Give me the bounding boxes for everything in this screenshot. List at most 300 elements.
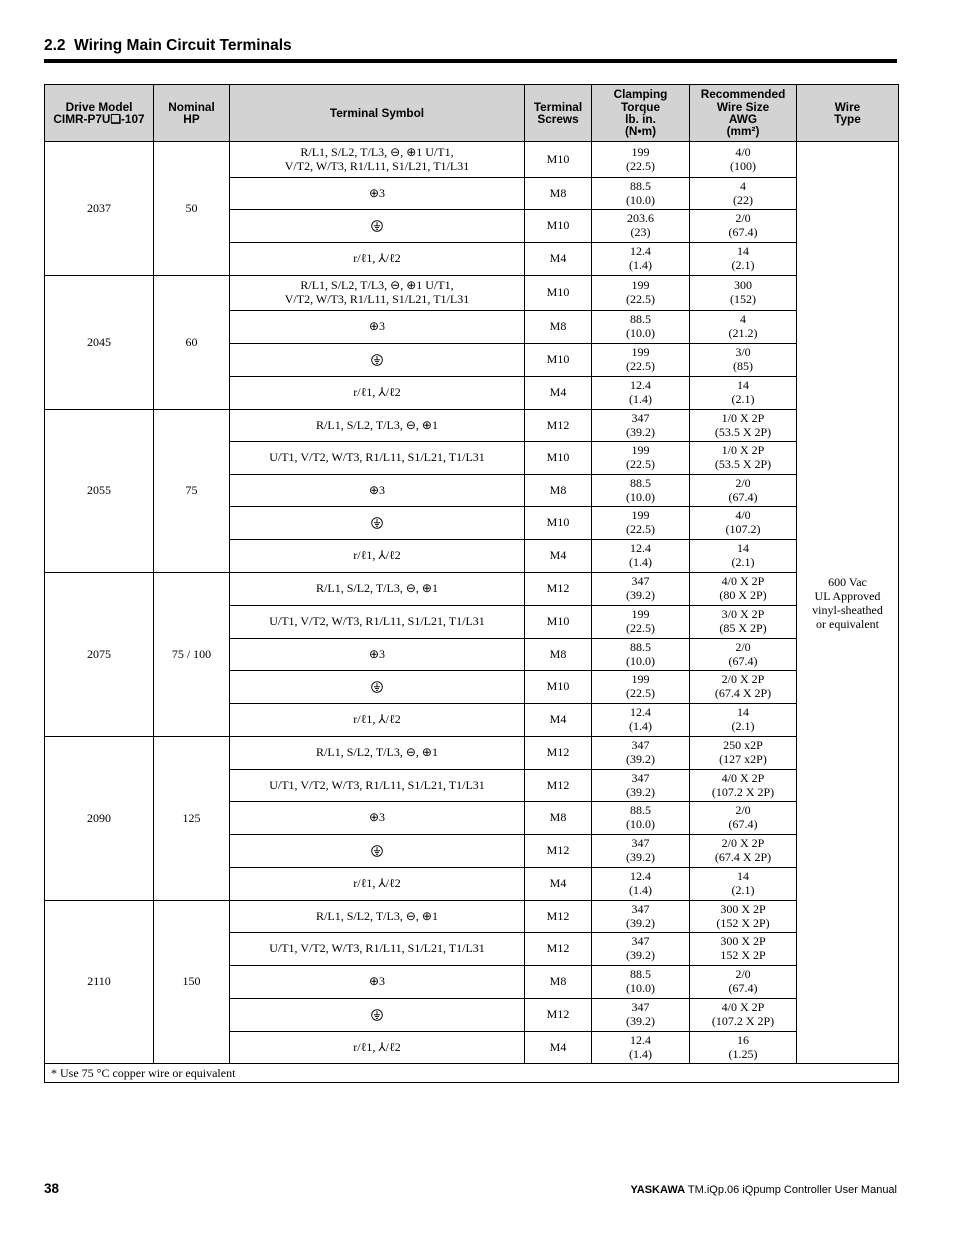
header-line: Torque — [620, 99, 661, 114]
clamping-torque-cell — [592, 802, 690, 835]
clamping-torque-value: 12.4 — [630, 541, 651, 556]
clamping-torque-value: 203.6 — [627, 211, 654, 226]
header-line: CIMR-P7U❑-107 — [53, 112, 145, 126]
ground-terminal-icon — [371, 354, 383, 366]
terminal-symbol-cell — [230, 835, 525, 868]
wire-size-value: 4 — [740, 312, 746, 327]
wire-size-value: 2/0 — [735, 211, 751, 226]
terminal-symbol-cell — [230, 507, 525, 540]
clamping-torque-value: (1.4) — [629, 258, 652, 272]
wire-size-cell — [690, 868, 797, 901]
terminal-symbol: R/L1, S/L2, T/L3, ⊖, ⊕1 U/T1, — [300, 144, 454, 159]
clamping-torque-value: (1.4) — [629, 1046, 652, 1061]
clamping-torque-cell — [592, 737, 690, 770]
wire-type-line: UL Approved — [814, 588, 881, 603]
clamping-torque-value: (22.5) — [626, 621, 655, 635]
terminal-screw-cell: M10 — [525, 606, 592, 639]
page-number: 38 — [44, 1181, 60, 1196]
wire-type-cell — [797, 142, 899, 1064]
clamping-torque-value: (22.5) — [626, 292, 655, 306]
clamping-torque-cell — [592, 344, 690, 377]
clamping-torque-cell — [592, 540, 690, 573]
terminal-symbol: R/L1, S/L2, T/L3, ⊖, ⊕1 — [316, 745, 438, 760]
terminal-symbol-cell — [230, 671, 525, 704]
clamping-torque-value: (22.5) — [626, 522, 655, 536]
terminal-symbol: U/T1, V/T2, W/T3, R1/L11, S1/L21, T1/L31 — [269, 450, 485, 465]
wire-size-value: (67.4) — [728, 653, 758, 668]
terminal-screw-cell: M10 — [525, 671, 592, 704]
clamping-torque-cell — [592, 639, 690, 671]
clamping-torque-value: 347 — [631, 901, 650, 916]
terminal-symbol-cell — [230, 737, 525, 770]
drive-model-cell: 2075 — [45, 573, 154, 737]
terminal-screw-cell: M4 — [525, 377, 592, 410]
header-line: Terminal Symbol — [329, 105, 425, 120]
clamping-torque-value: 88.5 — [630, 312, 651, 327]
clamping-torque-value: 347 — [631, 934, 650, 949]
header-row — [45, 85, 899, 142]
wire-size-value: (67.4 X 2P) — [714, 686, 772, 700]
terminal-screw-cell: M8 — [525, 639, 592, 671]
clamping-torque-cell — [592, 770, 690, 802]
clamping-torque-value: 88.5 — [630, 475, 651, 490]
clamping-torque-value: (22.5) — [626, 359, 655, 373]
clamping-torque-cell — [592, 573, 690, 606]
wire-size-cell — [690, 835, 797, 868]
clamping-torque-value: (23) — [630, 225, 651, 239]
terminal-symbol: ⊕3 — [368, 319, 386, 334]
clamping-torque-cell — [592, 1032, 690, 1064]
clamping-torque-value: 199 — [631, 278, 650, 293]
terminal-symbol-cell — [230, 540, 525, 573]
clamping-torque-value: (39.2) — [626, 784, 655, 799]
wire-size-value: 250 x2P — [723, 738, 763, 753]
wire-size-cell — [690, 410, 797, 442]
nominal-hp-cell: 75 — [154, 410, 230, 573]
terminal-screw-cell: M12 — [525, 933, 592, 966]
clamping-torque-value: (22.5) — [626, 686, 655, 700]
clamping-torque-value: (10.0) — [626, 489, 655, 504]
ground-terminal-icon — [371, 517, 383, 529]
terminal-screw-cell: M10 — [525, 344, 592, 377]
wire-size-value: 4 — [740, 178, 746, 193]
terminal-screw-cell: M12 — [525, 835, 592, 868]
terminal-symbol: V/T2, W/T3, R1/L11, S1/L21, T1/L31 — [284, 158, 470, 173]
terminal-symbol-cell — [230, 868, 525, 901]
wire-size-value: 2/0 — [735, 967, 751, 982]
clamping-torque-value: 347 — [631, 1000, 650, 1015]
terminal-symbol: r/ℓ1, ⅄/ℓ2 — [353, 876, 401, 891]
wire-size-cell — [690, 540, 797, 573]
terminal-screw-cell: M4 — [525, 540, 592, 573]
wire-size-cell — [690, 573, 797, 606]
clamping-torque-value: 199 — [631, 672, 650, 687]
terminal-screw-cell: M8 — [525, 966, 592, 999]
clamping-torque-value: (10.0) — [626, 326, 655, 340]
nominal-hp-cell: 75 / 100 — [154, 573, 230, 737]
terminal-symbol-cell — [230, 573, 525, 606]
manual-title: TM.iQp.06 iQpump Controller User Manual — [687, 1184, 897, 1196]
wire-size-cell — [690, 639, 797, 671]
wire-size-value: 2/0 — [735, 475, 751, 490]
clamping-torque-value: (39.2) — [626, 424, 655, 439]
terminal-symbol-cell — [230, 606, 525, 639]
table-row — [45, 410, 899, 442]
clamping-torque-value: (1.4) — [629, 555, 652, 569]
table-footnote-section — [45, 1064, 899, 1083]
clamping-torque-value: (10.0) — [626, 981, 655, 995]
wire-size-cell — [690, 770, 797, 802]
terminal-screw-cell: M12 — [525, 999, 592, 1032]
header-line: Nominal — [168, 99, 215, 114]
wire-size-value: 2/0 — [735, 639, 751, 654]
clamping-torque-cell — [592, 507, 690, 540]
nominal-hp-cell: 150 — [154, 901, 230, 1064]
header-line: lb. in. — [625, 112, 656, 126]
header-line: Wire — [834, 99, 861, 114]
clamping-torque-value: 199 — [631, 443, 650, 458]
nominal-hp-cell: 50 — [154, 142, 230, 276]
clamping-torque-cell — [592, 901, 690, 933]
clamping-torque-cell — [592, 410, 690, 442]
terminal-screw-cell: M12 — [525, 573, 592, 606]
clamping-torque-cell — [592, 377, 690, 410]
wire-size-value: (2.1) — [731, 392, 755, 406]
terminal-symbol: U/T1, V/T2, W/T3, R1/L11, S1/L21, T1/L31 — [269, 614, 485, 629]
terminal-symbol: R/L1, S/L2, T/L3, ⊖, ⊕1 — [316, 908, 438, 923]
wire-size-value: (107.2 X 2P) — [711, 1014, 775, 1028]
terminal-symbol-cell — [230, 933, 525, 966]
clamping-torque-value: (39.2) — [626, 752, 655, 766]
header-line: (N•m) — [625, 124, 656, 139]
terminal-symbol: U/T1, V/T2, W/T3, R1/L11, S1/L21, T1/L31 — [269, 941, 485, 956]
terminal-screw-cell: M4 — [525, 1032, 592, 1064]
clamping-torque-cell — [592, 835, 690, 868]
clamping-torque-cell — [592, 671, 690, 704]
wire-size-cell — [690, 901, 797, 933]
terminal-symbol-cell — [230, 802, 525, 835]
wire-size-cell — [690, 999, 797, 1032]
wire-size-value: (107.2) — [725, 522, 761, 536]
terminal-symbol: U/T1, V/T2, W/T3, R1/L11, S1/L21, T1/L31 — [269, 777, 485, 792]
terminal-symbol: ⊕3 — [368, 482, 386, 497]
wire-size-value: 14 — [737, 541, 749, 556]
terminal-symbol: R/L1, S/L2, T/L3, ⊖, ⊕1 — [316, 581, 438, 596]
clamping-torque-value: 199 — [631, 607, 650, 622]
clamping-torque-value: 199 — [631, 345, 650, 360]
terminal-symbol-cell — [230, 276, 525, 311]
clamping-torque-cell — [592, 966, 690, 999]
wire-size-value: (152) — [730, 292, 756, 306]
table-row — [45, 142, 899, 178]
wire-size-value: 2/0 — [735, 803, 751, 818]
header-line: Drive Model — [65, 99, 133, 114]
header-line: Screws — [537, 112, 579, 126]
header-terminal-screws — [525, 85, 592, 142]
header-drive-model — [45, 85, 154, 142]
wire-size-value: (85 X 2P) — [719, 621, 767, 635]
ground-terminal-icon — [371, 845, 383, 857]
manual-reference — [630, 1183, 897, 1197]
clamping-torque-value: 12.4 — [630, 378, 651, 393]
terminal-screw-cell: M8 — [525, 311, 592, 344]
nominal-hp-cell: 60 — [154, 276, 230, 410]
clamping-torque-cell — [592, 442, 690, 475]
wire-size-value: 16 — [737, 1032, 749, 1047]
terminal-screw-cell: M10 — [525, 210, 592, 243]
terminal-symbol-cell — [230, 410, 525, 442]
wire-size-cell — [690, 737, 797, 770]
clamping-torque-value: 12.4 — [630, 1032, 651, 1047]
clamping-torque-value: (22.5) — [626, 457, 655, 471]
clamping-torque-cell — [592, 704, 690, 737]
clamping-torque-value: (10.0) — [626, 653, 655, 668]
wire-size-value: 14 — [737, 244, 749, 259]
terminal-symbol-cell — [230, 442, 525, 475]
wire-size-cell — [690, 606, 797, 639]
clamping-torque-value: (10.0) — [626, 192, 655, 207]
wire-size-value: (1.25) — [728, 1046, 758, 1061]
brand-name: YASKAWA — [630, 1184, 686, 1196]
wire-size-value: (2.1) — [731, 258, 755, 272]
drive-model-cell: 2055 — [45, 410, 154, 573]
wire-size-value: 152 X 2P — [720, 948, 766, 962]
header-clamping-torque — [592, 85, 690, 142]
wire-size-cell — [690, 966, 797, 999]
clamping-torque-value: (10.0) — [626, 817, 655, 831]
terminal-symbol: r/ℓ1, ⅄/ℓ2 — [353, 1039, 401, 1054]
header-line: Recommended — [700, 87, 786, 102]
wire-size-value: (80 X 2P) — [719, 588, 767, 602]
clamping-torque-cell — [592, 178, 690, 210]
clamping-torque-cell — [592, 475, 690, 507]
ground-terminal-icon — [371, 1009, 383, 1021]
wire-size-cell — [690, 1032, 797, 1064]
wire-type-line: 600 Vac — [828, 574, 867, 589]
terminal-symbol-cell — [230, 377, 525, 410]
terminal-symbol-cell — [230, 178, 525, 210]
wire-size-value: (67.4) — [728, 489, 758, 504]
wire-size-value: 300 X 2P — [720, 901, 766, 916]
ground-terminal-icon — [371, 220, 383, 232]
wire-size-value: 14 — [737, 705, 749, 720]
wire-size-value: (2.1) — [731, 719, 755, 733]
wire-size-value: (100) — [730, 158, 756, 173]
wire-size-value: 4/0 X 2P — [721, 770, 765, 785]
wire-type-line: or equivalent — [816, 616, 879, 631]
terminal-symbol-cell — [230, 475, 525, 507]
terminal-symbol-cell — [230, 966, 525, 999]
table-row — [45, 737, 899, 770]
wire-size-value: (21.2) — [728, 326, 758, 340]
clamping-torque-cell — [592, 142, 690, 178]
terminal-symbol-cell — [230, 344, 525, 377]
table-row — [45, 901, 899, 933]
terminal-screw-cell: M10 — [525, 142, 592, 178]
terminal-symbol: ⊕3 — [368, 810, 386, 825]
clamping-torque-cell — [592, 210, 690, 243]
clamping-torque-cell — [592, 243, 690, 276]
drive-model-cell: 2090 — [45, 737, 154, 901]
terminal-symbol: ⊕3 — [368, 185, 386, 200]
drive-model-cell: 2037 — [45, 142, 154, 276]
header-line: AWG — [728, 112, 758, 126]
wire-size-cell — [690, 276, 797, 311]
footnote-row — [45, 1064, 899, 1083]
wire-size-value: 4/0 — [735, 508, 751, 523]
wire-size-value: (53.5 X 2P) — [714, 457, 772, 471]
clamping-torque-cell — [592, 868, 690, 901]
wire-size-value: (85) — [733, 359, 753, 373]
wire-size-cell — [690, 178, 797, 210]
wire-size-value: (2.1) — [731, 555, 755, 569]
clamping-torque-value: 347 — [631, 738, 650, 753]
terminal-symbol-cell — [230, 999, 525, 1032]
section-title: 2.2 Wiring Main Circuit Terminals — [44, 37, 292, 54]
clamping-torque-value: (1.4) — [629, 883, 652, 897]
terminal-symbol-cell — [230, 770, 525, 802]
wire-size-value: (53.5 X 2P) — [714, 424, 772, 439]
wire-size-value: 4/0 X 2P — [721, 1000, 765, 1015]
clamping-torque-value: (39.2) — [626, 1014, 655, 1028]
terminal-screw-cell: M4 — [525, 868, 592, 901]
clamping-torque-value: 12.4 — [630, 705, 651, 720]
header-line: HP — [183, 112, 200, 126]
wire-size-value: 14 — [737, 378, 749, 393]
header-line: Type — [834, 112, 861, 126]
drive-model-cell: 2110 — [45, 901, 154, 1064]
terminal-symbol-cell — [230, 243, 525, 276]
wire-size-value: 2/0 X 2P — [721, 672, 765, 687]
terminal-symbol-cell — [230, 1032, 525, 1064]
wiring-table — [44, 84, 899, 1083]
wire-size-value: (107.2 X 2P) — [711, 784, 775, 799]
clamping-torque-value: 88.5 — [630, 967, 651, 982]
clamping-torque-cell — [592, 311, 690, 344]
clamping-torque-value: 347 — [631, 770, 650, 785]
header-line: Terminal — [533, 99, 583, 114]
terminal-screw-cell: M4 — [525, 243, 592, 276]
header-terminal-symbol — [230, 85, 525, 142]
terminal-screw-cell: M12 — [525, 410, 592, 442]
clamping-torque-value: 12.4 — [630, 244, 651, 259]
wire-size-cell — [690, 802, 797, 835]
clamping-torque-value: (39.2) — [626, 588, 655, 602]
terminal-screw-cell: M12 — [525, 737, 592, 770]
clamping-torque-cell — [592, 999, 690, 1032]
clamping-torque-value: (39.2) — [626, 850, 655, 864]
wire-size-value: (67.4) — [728, 225, 758, 239]
clamping-torque-value: 88.5 — [630, 803, 651, 818]
header-wire-size — [690, 85, 797, 142]
clamping-torque-value: 347 — [631, 410, 650, 425]
wire-size-value: 4/0 X 2P — [721, 574, 765, 589]
clamping-torque-value: (1.4) — [629, 392, 652, 406]
clamping-torque-cell — [592, 606, 690, 639]
terminal-symbol: r/ℓ1, ⅄/ℓ2 — [353, 712, 401, 727]
wire-size-value: 300 — [734, 278, 752, 293]
clamping-torque-cell — [592, 933, 690, 966]
wire-size-value: 2/0 X 2P — [721, 836, 765, 851]
terminal-screw-cell: M10 — [525, 442, 592, 475]
wire-size-cell — [690, 704, 797, 737]
terminal-screw-cell: M12 — [525, 770, 592, 802]
terminal-symbol-cell — [230, 210, 525, 243]
wire-size-cell — [690, 933, 797, 966]
clamping-torque-cell — [592, 276, 690, 311]
terminal-symbol: R/L1, S/L2, T/L3, ⊖, ⊕1 U/T1, — [300, 278, 454, 293]
clamping-torque-value: (1.4) — [629, 719, 652, 733]
wire-size-cell — [690, 377, 797, 410]
clamping-torque-value: (39.2) — [626, 915, 655, 930]
wire-size-cell — [690, 442, 797, 475]
terminal-symbol: V/T2, W/T3, R1/L11, S1/L21, T1/L31 — [284, 292, 470, 306]
terminal-screw-cell: M4 — [525, 704, 592, 737]
ground-terminal-icon — [371, 681, 383, 693]
clamping-torque-value: (39.2) — [626, 948, 655, 962]
terminal-symbol-cell — [230, 704, 525, 737]
terminal-symbol: r/ℓ1, ⅄/ℓ2 — [353, 385, 401, 400]
wire-type-line: vinyl-sheathed — [812, 602, 883, 617]
terminal-screw-cell: M8 — [525, 178, 592, 210]
terminal-screw-cell: M8 — [525, 802, 592, 835]
wire-size-cell — [690, 671, 797, 704]
wire-size-value: 4/0 — [735, 144, 751, 159]
table-row — [45, 573, 899, 606]
wire-size-value: (67.4) — [728, 817, 758, 831]
terminal-symbol-cell — [230, 142, 525, 178]
wire-size-cell — [690, 243, 797, 276]
terminal-symbol: r/ℓ1, ⅄/ℓ2 — [353, 251, 401, 266]
wire-size-value: (67.4) — [728, 981, 758, 995]
title-rule — [44, 59, 897, 63]
terminal-symbol: R/L1, S/L2, T/L3, ⊖, ⊕1 — [316, 417, 438, 432]
terminal-symbol: ⊕3 — [368, 974, 386, 989]
terminal-screw-cell: M10 — [525, 276, 592, 311]
wire-size-cell — [690, 142, 797, 178]
terminal-symbol: ⊕3 — [368, 646, 386, 661]
wire-size-cell — [690, 507, 797, 540]
wire-size-value: 3/0 X 2P — [721, 607, 765, 622]
clamping-torque-value: 12.4 — [630, 869, 651, 884]
terminal-screw-cell: M8 — [525, 475, 592, 507]
clamping-torque-value: 88.5 — [630, 178, 651, 193]
terminal-screw-cell: M12 — [525, 901, 592, 933]
wire-size-cell — [690, 210, 797, 243]
header-line: (mm²) — [726, 124, 760, 139]
clamping-torque-value: 347 — [631, 836, 650, 851]
nominal-hp-cell: 125 — [154, 737, 230, 901]
terminal-symbol-cell — [230, 901, 525, 933]
footnote: * Use 75 °C copper wire or equivalent — [45, 1064, 899, 1083]
header-line: Clamping — [613, 87, 668, 102]
drive-model-cell: 2045 — [45, 276, 154, 410]
clamping-torque-value: (22.5) — [626, 158, 655, 173]
wire-size-value: 300 X 2P — [720, 934, 766, 949]
terminal-symbol-cell — [230, 311, 525, 344]
clamping-torque-value: 347 — [631, 574, 650, 589]
wire-size-value: 3/0 — [735, 345, 751, 360]
table-row — [45, 276, 899, 311]
wire-size-cell — [690, 344, 797, 377]
header-wire-type — [797, 85, 899, 142]
clamping-torque-value: 199 — [631, 144, 650, 159]
wire-size-cell — [690, 311, 797, 344]
terminal-screw-cell: M10 — [525, 507, 592, 540]
clamping-torque-value: 199 — [631, 508, 650, 523]
clamping-torque-value: 88.5 — [630, 639, 651, 654]
wire-size-value: (152 X 2P) — [716, 915, 770, 930]
